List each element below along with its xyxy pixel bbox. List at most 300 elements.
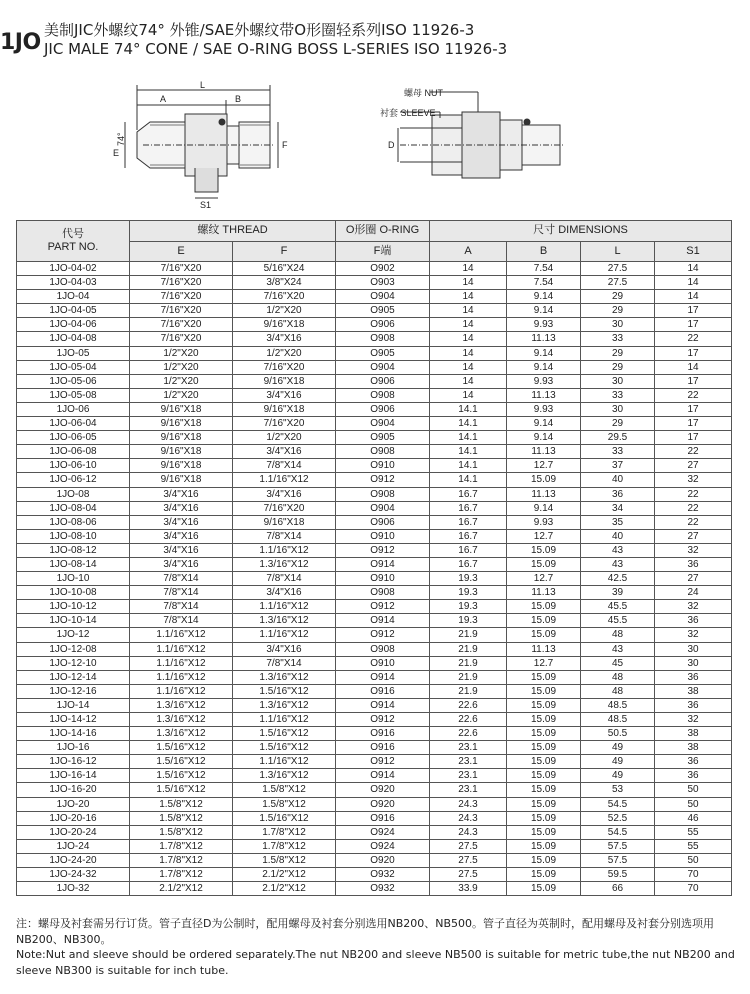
cell-oring: O905 xyxy=(336,346,430,360)
cell-part-no: 1JO-06-10 xyxy=(17,459,130,473)
header-F: F xyxy=(233,242,336,262)
cell-dim-L: 36 xyxy=(581,487,655,501)
cell-oring: O932 xyxy=(336,882,430,896)
cell-part-no: 1JO-04-06 xyxy=(17,318,130,332)
cell-dim-A: 16.7 xyxy=(430,487,507,501)
cell-thread-F: 9/16"X18 xyxy=(233,374,336,388)
cell-dim-S1: 50 xyxy=(655,797,732,811)
cell-dim-L: 29 xyxy=(581,417,655,431)
cell-oring: O916 xyxy=(336,684,430,698)
cell-dim-B: 11.13 xyxy=(507,642,581,656)
cell-dim-S1: 14 xyxy=(655,276,732,290)
cell-part-no: 1JO-05 xyxy=(17,346,130,360)
cell-part-no: 1JO-04-08 xyxy=(17,332,130,346)
cell-dim-A: 14 xyxy=(430,374,507,388)
cell-part-no: 1JO-04-05 xyxy=(17,304,130,318)
cell-thread-F: 9/16"X18 xyxy=(233,515,336,529)
cell-dim-B: 15.09 xyxy=(507,557,581,571)
cell-dim-A: 14.1 xyxy=(430,431,507,445)
header-B: B xyxy=(507,242,581,262)
cell-part-no: 1JO-20-16 xyxy=(17,811,130,825)
label-angle: 74° xyxy=(116,132,126,146)
table-row xyxy=(17,684,732,698)
cell-dim-A: 27.5 xyxy=(430,868,507,882)
cell-oring: O908 xyxy=(336,487,430,501)
cell-oring: O912 xyxy=(336,543,430,557)
cell-dim-S1: 22 xyxy=(655,388,732,402)
cell-dim-A: 14 xyxy=(430,318,507,332)
table-row xyxy=(17,318,732,332)
cell-thread-F: 7/8"X14 xyxy=(233,459,336,473)
cell-thread-F: 1.1/16"X12 xyxy=(233,543,336,557)
cell-dim-B: 15.09 xyxy=(507,741,581,755)
cell-dim-L: 45 xyxy=(581,656,655,670)
cell-dim-S1: 17 xyxy=(655,431,732,445)
cell-dim-S1: 55 xyxy=(655,839,732,853)
table-row xyxy=(17,276,732,290)
cell-dim-L: 27.5 xyxy=(581,262,655,276)
cell-part-no: 1JO-14-16 xyxy=(17,727,130,741)
cell-dim-S1: 22 xyxy=(655,501,732,515)
cell-thread-E: 1/2"X20 xyxy=(130,388,233,402)
cell-dim-A: 21.9 xyxy=(430,684,507,698)
cell-dim-A: 19.3 xyxy=(430,586,507,600)
cell-part-no: 1JO-05-06 xyxy=(17,374,130,388)
table-row xyxy=(17,515,732,529)
cell-thread-E: 1.7/8"X12 xyxy=(130,853,233,867)
header-part-en: PART NO. xyxy=(47,241,99,253)
table-row xyxy=(17,882,732,896)
cell-thread-F: 1.5/16"X12 xyxy=(233,741,336,755)
cell-thread-E: 1.1/16"X12 xyxy=(130,628,233,642)
cell-thread-F: 1.3/16"X12 xyxy=(233,614,336,628)
cell-dim-B: 12.7 xyxy=(507,656,581,670)
cell-thread-E: 1.1/16"X12 xyxy=(130,656,233,670)
cell-thread-F: 3/8"X24 xyxy=(233,276,336,290)
cell-thread-E: 1.5/16"X12 xyxy=(130,755,233,769)
cell-oring: O932 xyxy=(336,868,430,882)
cell-oring: O906 xyxy=(336,318,430,332)
cell-dim-B: 9.14 xyxy=(507,431,581,445)
cell-dim-S1: 36 xyxy=(655,670,732,684)
cell-part-no: 1JO-08-12 xyxy=(17,543,130,557)
cell-part-no: 1JO-10 xyxy=(17,572,130,586)
cell-dim-A: 23.1 xyxy=(430,769,507,783)
table-row xyxy=(17,543,732,557)
table-row xyxy=(17,839,732,853)
cell-dim-S1: 50 xyxy=(655,783,732,797)
cell-dim-S1: 38 xyxy=(655,684,732,698)
cell-part-no: 1JO-06-05 xyxy=(17,431,130,445)
cell-part-no: 1JO-20 xyxy=(17,797,130,811)
cell-part-no: 1JO-06 xyxy=(17,402,130,416)
cell-thread-F: 1.7/8"X12 xyxy=(233,839,336,853)
title-chinese: 美制JIC外螺纹74° 外锥/SAE外螺纹带O形圈轻系列ISO 11926-3 xyxy=(44,21,475,39)
header-oring: O形圈 O-RING xyxy=(336,221,430,242)
cell-part-no: 1JO-05-08 xyxy=(17,388,130,402)
table-row xyxy=(17,825,732,839)
cell-thread-F: 9/16"X18 xyxy=(233,402,336,416)
cell-dim-S1: 17 xyxy=(655,304,732,318)
table-row xyxy=(17,741,732,755)
table-row xyxy=(17,459,732,473)
cell-thread-F: 7/16"X20 xyxy=(233,290,336,304)
cell-thread-E: 1.7/8"X12 xyxy=(130,839,233,853)
cell-thread-F: 1.1/16"X12 xyxy=(233,713,336,727)
cell-oring: O904 xyxy=(336,501,430,515)
cell-thread-E: 7/8"X14 xyxy=(130,614,233,628)
cell-thread-E: 3/4"X16 xyxy=(130,487,233,501)
cell-oring: O924 xyxy=(336,825,430,839)
cell-dim-S1: 32 xyxy=(655,713,732,727)
cell-thread-F: 1.5/8"X12 xyxy=(233,853,336,867)
technical-drawing xyxy=(0,70,750,220)
cell-dim-L: 29 xyxy=(581,290,655,304)
cell-dim-L: 50.5 xyxy=(581,727,655,741)
cell-dim-S1: 14 xyxy=(655,262,732,276)
cell-thread-F: 3/4"X16 xyxy=(233,388,336,402)
cell-part-no: 1JO-10-08 xyxy=(17,586,130,600)
cell-dim-A: 16.7 xyxy=(430,515,507,529)
cell-dim-L: 43 xyxy=(581,557,655,571)
cell-dim-L: 30 xyxy=(581,374,655,388)
cell-dim-A: 16.7 xyxy=(430,501,507,515)
cell-part-no: 1JO-24-32 xyxy=(17,868,130,882)
cell-dim-B: 15.09 xyxy=(507,727,581,741)
cell-dim-S1: 22 xyxy=(655,445,732,459)
table-row xyxy=(17,501,732,515)
cell-oring: O904 xyxy=(336,290,430,304)
table-row xyxy=(17,572,732,586)
cell-dim-L: 29 xyxy=(581,346,655,360)
cell-thread-F: 1.5/16"X12 xyxy=(233,811,336,825)
table-row xyxy=(17,797,732,811)
cell-dim-L: 29 xyxy=(581,304,655,318)
table-row xyxy=(17,755,732,769)
cell-dim-A: 14.1 xyxy=(430,417,507,431)
cell-oring: O914 xyxy=(336,670,430,684)
cell-part-no: 1JO-12-14 xyxy=(17,670,130,684)
cell-dim-A: 14.1 xyxy=(430,402,507,416)
cell-thread-E: 1/2"X20 xyxy=(130,346,233,360)
cell-thread-F: 1.1/16"X12 xyxy=(233,755,336,769)
cell-thread-E: 1.5/8"X12 xyxy=(130,811,233,825)
cell-thread-F: 7/8"X14 xyxy=(233,572,336,586)
table-row xyxy=(17,769,732,783)
cell-part-no: 1JO-08-14 xyxy=(17,557,130,571)
cell-dim-L: 66 xyxy=(581,882,655,896)
cell-dim-A: 24.3 xyxy=(430,825,507,839)
cell-oring: O908 xyxy=(336,642,430,656)
cell-oring: O904 xyxy=(336,417,430,431)
cell-dim-L: 33 xyxy=(581,332,655,346)
cell-thread-E: 1.5/8"X12 xyxy=(130,825,233,839)
cell-dim-A: 14.1 xyxy=(430,473,507,487)
cell-thread-F: 1.5/8"X12 xyxy=(233,783,336,797)
cell-dim-B: 15.09 xyxy=(507,614,581,628)
table-row xyxy=(17,783,732,797)
cell-dim-S1: 38 xyxy=(655,727,732,741)
cell-part-no: 1JO-32 xyxy=(17,882,130,896)
cell-dim-B: 11.13 xyxy=(507,586,581,600)
cell-dim-S1: 24 xyxy=(655,586,732,600)
cell-dim-L: 40 xyxy=(581,529,655,543)
cell-thread-F: 7/16"X20 xyxy=(233,360,336,374)
cell-oring: O912 xyxy=(336,755,430,769)
cell-dim-L: 48 xyxy=(581,670,655,684)
cell-part-no: 1JO-08-10 xyxy=(17,529,130,543)
cell-part-no: 1JO-10-14 xyxy=(17,614,130,628)
cell-part-no: 1JO-06-04 xyxy=(17,417,130,431)
table-row xyxy=(17,346,732,360)
cell-dim-L: 49 xyxy=(581,755,655,769)
cell-dim-B: 15.09 xyxy=(507,797,581,811)
cell-dim-S1: 17 xyxy=(655,346,732,360)
cell-thread-E: 1.3/16"X12 xyxy=(130,727,233,741)
cell-part-no: 1JO-08-06 xyxy=(17,515,130,529)
cell-thread-E: 1.5/16"X12 xyxy=(130,741,233,755)
cell-part-no: 1JO-14 xyxy=(17,698,130,712)
cell-dim-A: 33.9 xyxy=(430,882,507,896)
cell-dim-B: 11.13 xyxy=(507,332,581,346)
cell-dim-B: 9.14 xyxy=(507,417,581,431)
cell-dim-S1: 32 xyxy=(655,473,732,487)
cell-dim-L: 54.5 xyxy=(581,797,655,811)
cell-oring: O910 xyxy=(336,572,430,586)
cell-part-no: 1JO-05-04 xyxy=(17,360,130,374)
cell-dim-A: 21.9 xyxy=(430,670,507,684)
table-row xyxy=(17,290,732,304)
cell-oring: O916 xyxy=(336,727,430,741)
cell-part-no: 1JO-06-12 xyxy=(17,473,130,487)
cell-thread-F: 3/4"X16 xyxy=(233,445,336,459)
cell-dim-B: 11.13 xyxy=(507,487,581,501)
cell-part-no: 1JO-16-20 xyxy=(17,783,130,797)
header-L: L xyxy=(581,242,655,262)
cell-dim-L: 45.5 xyxy=(581,614,655,628)
cell-part-no: 1JO-06-08 xyxy=(17,445,130,459)
cell-dim-S1: 36 xyxy=(655,557,732,571)
cell-thread-F: 1.5/16"X12 xyxy=(233,727,336,741)
cell-dim-B: 15.09 xyxy=(507,628,581,642)
cell-part-no: 1JO-10-12 xyxy=(17,600,130,614)
cell-dim-A: 14 xyxy=(430,290,507,304)
cell-dim-L: 57.5 xyxy=(581,839,655,853)
footnote xyxy=(16,916,741,978)
cell-dim-B: 9.93 xyxy=(507,402,581,416)
table-row xyxy=(17,360,732,374)
cell-thread-F: 7/8"X14 xyxy=(233,656,336,670)
cell-dim-B: 15.09 xyxy=(507,783,581,797)
header-part-cn: 代号 xyxy=(62,227,84,240)
cell-dim-S1: 27 xyxy=(655,572,732,586)
spec-table xyxy=(16,220,732,896)
table-row xyxy=(17,374,732,388)
cell-part-no: 1JO-08 xyxy=(17,487,130,501)
table-row xyxy=(17,557,732,571)
cell-dim-L: 43 xyxy=(581,642,655,656)
cell-dim-S1: 32 xyxy=(655,628,732,642)
cell-thread-E: 1.5/16"X12 xyxy=(130,783,233,797)
cell-thread-E: 1/2"X20 xyxy=(130,374,233,388)
cell-dim-B: 15.09 xyxy=(507,684,581,698)
cell-part-no: 1JO-24 xyxy=(17,839,130,853)
cell-dim-A: 16.7 xyxy=(430,543,507,557)
label-A: A xyxy=(160,94,167,104)
cell-thread-F: 1.5/8"X12 xyxy=(233,797,336,811)
cell-thread-F: 1.3/16"X12 xyxy=(233,670,336,684)
cell-dim-A: 16.7 xyxy=(430,557,507,571)
table-row xyxy=(17,431,732,445)
cell-dim-L: 49 xyxy=(581,741,655,755)
cell-dim-A: 22.6 xyxy=(430,727,507,741)
table-row xyxy=(17,811,732,825)
cell-thread-E: 3/4"X16 xyxy=(130,557,233,571)
cell-dim-S1: 22 xyxy=(655,487,732,501)
cell-dim-L: 54.5 xyxy=(581,825,655,839)
table-row xyxy=(17,487,732,501)
cell-part-no: 1JO-24-20 xyxy=(17,853,130,867)
cell-dim-S1: 55 xyxy=(655,825,732,839)
cell-dim-S1: 22 xyxy=(655,515,732,529)
cell-dim-B: 9.93 xyxy=(507,318,581,332)
cell-thread-F: 1/2"X20 xyxy=(233,304,336,318)
cell-dim-L: 48.5 xyxy=(581,698,655,712)
cell-thread-E: 1.7/8"X12 xyxy=(130,868,233,882)
cell-thread-E: 1/2"X20 xyxy=(130,360,233,374)
cell-thread-E: 7/16"X20 xyxy=(130,318,233,332)
cell-dim-L: 29 xyxy=(581,360,655,374)
cell-dim-L: 40 xyxy=(581,473,655,487)
header-F-end: F端 xyxy=(336,242,430,262)
cell-dim-A: 16.7 xyxy=(430,529,507,543)
cell-dim-S1: 32 xyxy=(655,600,732,614)
cell-dim-A: 24.3 xyxy=(430,811,507,825)
cell-dim-B: 12.7 xyxy=(507,529,581,543)
header-part-no xyxy=(17,221,130,262)
cell-oring: O912 xyxy=(336,628,430,642)
cell-oring: O905 xyxy=(336,304,430,318)
cell-thread-F: 1/2"X20 xyxy=(233,431,336,445)
cell-dim-B: 12.7 xyxy=(507,459,581,473)
table-row xyxy=(17,670,732,684)
label-E: E xyxy=(113,148,120,158)
cell-dim-S1: 36 xyxy=(655,769,732,783)
cell-dim-A: 21.9 xyxy=(430,628,507,642)
cell-dim-S1: 17 xyxy=(655,417,732,431)
cell-thread-E: 7/16"X20 xyxy=(130,276,233,290)
cell-dim-S1: 50 xyxy=(655,853,732,867)
cell-oring: O906 xyxy=(336,402,430,416)
cell-thread-F: 1.3/16"X12 xyxy=(233,698,336,712)
cell-dim-B: 15.09 xyxy=(507,473,581,487)
cell-oring: O906 xyxy=(336,515,430,529)
cell-thread-F: 1/2"X20 xyxy=(233,346,336,360)
cell-dim-S1: 46 xyxy=(655,811,732,825)
cell-dim-S1: 70 xyxy=(655,868,732,882)
cell-dim-B: 15.09 xyxy=(507,882,581,896)
cell-dim-L: 49 xyxy=(581,769,655,783)
cell-dim-L: 29.5 xyxy=(581,431,655,445)
cell-thread-E: 1.3/16"X12 xyxy=(130,713,233,727)
cell-dim-L: 35 xyxy=(581,515,655,529)
cell-oring: O906 xyxy=(336,374,430,388)
cell-oring: O910 xyxy=(336,459,430,473)
cell-dim-L: 34 xyxy=(581,501,655,515)
cell-thread-F: 3/4"X16 xyxy=(233,487,336,501)
table-row xyxy=(17,614,732,628)
cell-dim-B: 9.14 xyxy=(507,360,581,374)
cell-oring: O903 xyxy=(336,276,430,290)
cell-dim-L: 37 xyxy=(581,459,655,473)
cell-oring: O914 xyxy=(336,614,430,628)
table-row xyxy=(17,713,732,727)
cell-oring: O920 xyxy=(336,797,430,811)
cell-dim-B: 9.14 xyxy=(507,346,581,360)
cell-oring: O910 xyxy=(336,529,430,543)
cell-dim-B: 11.13 xyxy=(507,445,581,459)
table-row xyxy=(17,586,732,600)
cell-dim-L: 27.5 xyxy=(581,276,655,290)
cell-dim-S1: 36 xyxy=(655,755,732,769)
cell-dim-S1: 70 xyxy=(655,882,732,896)
cell-dim-S1: 17 xyxy=(655,374,732,388)
cell-oring: O914 xyxy=(336,698,430,712)
cell-dim-A: 14 xyxy=(430,332,507,346)
cell-oring: O908 xyxy=(336,332,430,346)
table-row xyxy=(17,304,732,318)
header-E: E xyxy=(130,242,233,262)
cell-thread-F: 1.3/16"X12 xyxy=(233,557,336,571)
cell-dim-A: 22.6 xyxy=(430,713,507,727)
cell-dim-B: 12.7 xyxy=(507,572,581,586)
cell-dim-B: 7.54 xyxy=(507,276,581,290)
cell-dim-B: 9.14 xyxy=(507,290,581,304)
cell-dim-L: 43 xyxy=(581,543,655,557)
cell-part-no: 1JO-16-12 xyxy=(17,755,130,769)
cell-thread-F: 1.1/16"X12 xyxy=(233,473,336,487)
cell-oring: O908 xyxy=(336,445,430,459)
table-row xyxy=(17,417,732,431)
cell-part-no: 1JO-20-24 xyxy=(17,825,130,839)
cell-thread-E: 9/16"X18 xyxy=(130,459,233,473)
table-row xyxy=(17,727,732,741)
spec-table-body xyxy=(17,262,732,896)
cell-dim-A: 19.3 xyxy=(430,614,507,628)
cell-dim-A: 14.1 xyxy=(430,445,507,459)
cell-dim-L: 45.5 xyxy=(581,600,655,614)
cell-dim-S1: 17 xyxy=(655,318,732,332)
table-row xyxy=(17,698,732,712)
table-row xyxy=(17,853,732,867)
cell-thread-F: 3/4"X16 xyxy=(233,586,336,600)
cell-thread-E: 3/4"X16 xyxy=(130,501,233,515)
cell-thread-E: 1.5/8"X12 xyxy=(130,797,233,811)
cell-oring: O916 xyxy=(336,741,430,755)
cell-dim-S1: 36 xyxy=(655,614,732,628)
cell-dim-L: 48 xyxy=(581,628,655,642)
cell-part-no: 1JO-12-08 xyxy=(17,642,130,656)
cell-dim-B: 15.09 xyxy=(507,543,581,557)
cell-dim-A: 21.9 xyxy=(430,642,507,656)
cell-thread-E: 7/16"X20 xyxy=(130,262,233,276)
table-row xyxy=(17,445,732,459)
cell-dim-S1: 22 xyxy=(655,332,732,346)
cell-oring: O914 xyxy=(336,557,430,571)
cell-thread-E: 3/4"X16 xyxy=(130,543,233,557)
cell-oring: O924 xyxy=(336,839,430,853)
cell-oring: O912 xyxy=(336,713,430,727)
